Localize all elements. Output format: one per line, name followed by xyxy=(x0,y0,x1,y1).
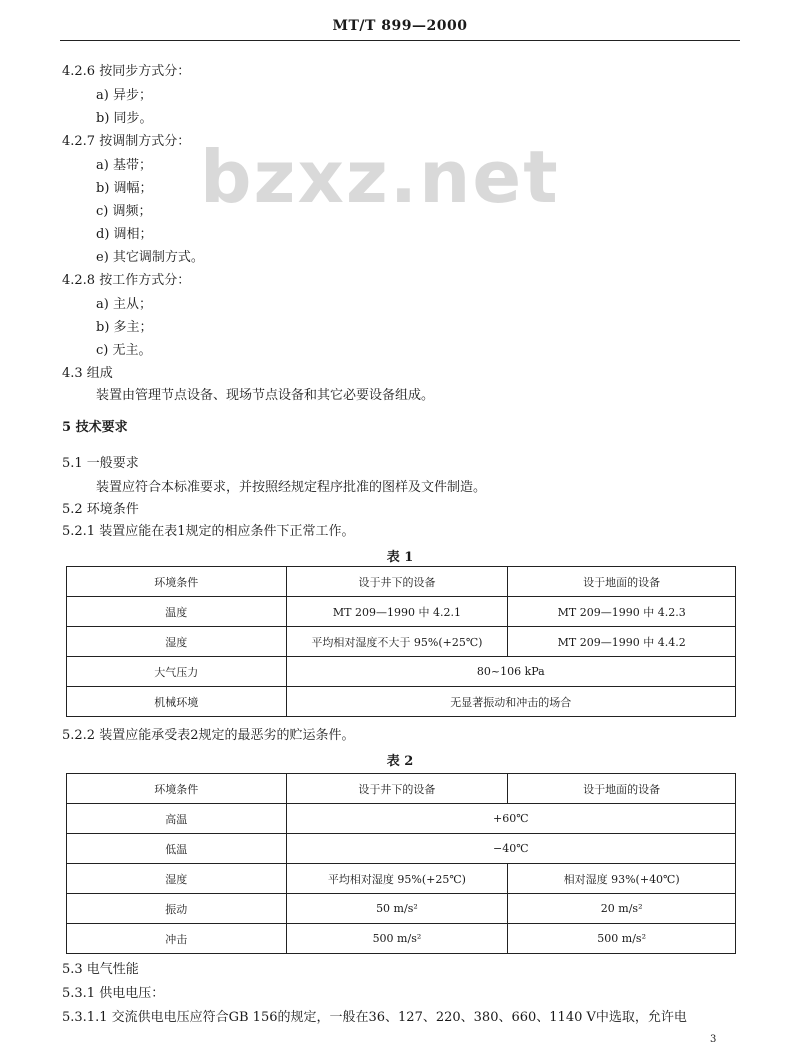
list-item: c) 无主。 xyxy=(96,343,152,358)
table-row xyxy=(67,627,736,657)
clause-5-3: 5.3 电气性能 xyxy=(62,962,139,977)
list-item: b) 调幅； xyxy=(96,181,153,196)
list-item: a) 基带； xyxy=(96,158,152,173)
clause-4-3: 4.3 组成 xyxy=(62,366,113,381)
clause-4-2-8: 4.2.8 按工作方式分： xyxy=(62,273,191,288)
list-item: d) 调相； xyxy=(96,227,153,242)
clause-5-1-text: 装置应符合本标准要求，并按照经规定程序批准的图样及文件制造。 xyxy=(96,480,487,495)
table-cell: 50 m/s² xyxy=(286,894,508,924)
clause-5-2-1: 5.2.1 装置应能在表1规定的相应条件下正常工作。 xyxy=(62,524,355,539)
table-row xyxy=(67,834,736,864)
table-header-cell: 设于井下的设备 xyxy=(286,774,508,804)
table-cell: +60℃ xyxy=(286,804,735,834)
table-cell: 无显著振动和冲击的场合 xyxy=(286,687,735,717)
table-cell: 500 m/s² xyxy=(286,924,508,954)
table-header-cell: 设于地面的设备 xyxy=(508,567,736,597)
table-row xyxy=(67,894,736,924)
watermark: bzxz.net xyxy=(200,135,560,219)
clause-4-2-7: 4.2.7 按调制方式分： xyxy=(62,134,191,149)
table-cell: 大气压力 xyxy=(67,657,287,687)
table-header-cell: 设于井下的设备 xyxy=(286,567,508,597)
table-cell: 平均相对湿度不大于 95%(+25℃) xyxy=(286,627,508,657)
table-cell: 平均相对湿度 95%(+25℃) xyxy=(286,864,508,894)
table-row xyxy=(67,687,736,717)
table-cell: 80~106 kPa xyxy=(286,657,735,687)
table-cell: 振动 xyxy=(67,894,287,924)
table-cell: MT 209—1990 中 4.4.2 xyxy=(508,627,736,657)
table-cell: 高温 xyxy=(67,804,287,834)
list-item: b) 多主； xyxy=(96,320,153,335)
table-header-cell: 环境条件 xyxy=(67,567,287,597)
page-header: MT/T 899—2000 xyxy=(332,18,468,34)
clause-4-2-6: 4.2.6 按同步方式分： xyxy=(62,64,191,79)
clause-5-3-1: 5.3.1 供电电压： xyxy=(62,986,165,1001)
table-cell: MT 209—1990 中 4.2.3 xyxy=(508,597,736,627)
list-item: e) 其它调制方式。 xyxy=(96,250,204,265)
table-cell: 冲击 xyxy=(67,924,287,954)
list-item: b) 同步。 xyxy=(96,111,153,126)
table-header-cell: 环境条件 xyxy=(67,774,287,804)
table-header-row xyxy=(67,774,736,804)
table-cell: 机械环境 xyxy=(67,687,287,717)
table-row xyxy=(67,864,736,894)
header-rule xyxy=(60,40,740,41)
table-cell: 相对湿度 93%(+40℃) xyxy=(508,864,736,894)
table-cell: 湿度 xyxy=(67,864,287,894)
clause-5-1: 5.1 一般要求 xyxy=(62,456,139,471)
table-header-row xyxy=(67,567,736,597)
table-header-cell: 设于地面的设备 xyxy=(508,774,736,804)
table-cell: 500 m/s² xyxy=(508,924,736,954)
table-cell: 湿度 xyxy=(67,627,287,657)
table-1 xyxy=(66,566,736,717)
clause-5-2: 5.2 环境条件 xyxy=(62,502,139,517)
clause-5-2-2: 5.2.2 装置应能承受表2规定的最恶劣的贮运条件。 xyxy=(62,728,355,743)
table-cell: −40℃ xyxy=(286,834,735,864)
table1-caption: 表 1 xyxy=(386,550,414,565)
table-row xyxy=(67,924,736,954)
table-2 xyxy=(66,773,736,954)
table-cell: 20 m/s² xyxy=(508,894,736,924)
table-cell: 温度 xyxy=(67,597,287,627)
page-number: 3 xyxy=(710,1034,717,1045)
table-row xyxy=(67,657,736,687)
list-item: a) 异步； xyxy=(96,88,152,103)
table-cell: MT 209—1990 中 4.2.1 xyxy=(286,597,508,627)
list-item: c) 调频； xyxy=(96,204,152,219)
table-row xyxy=(67,804,736,834)
clause-4-3-text: 装置由管理节点设备、现场节点设备和其它必要设备组成。 xyxy=(96,388,435,403)
table-row xyxy=(67,597,736,627)
list-item: a) 主从； xyxy=(96,297,152,312)
table-cell: 低温 xyxy=(67,834,287,864)
table2-caption: 表 2 xyxy=(386,754,414,769)
section-5-title: 5 技术要求 xyxy=(62,420,128,435)
clause-5-3-1-1: 5.3.1.1 交流供电电压应符合GB 156的规定，一般在36、127、220、380、660、1140 V中选取，允许电 xyxy=(62,1010,687,1025)
